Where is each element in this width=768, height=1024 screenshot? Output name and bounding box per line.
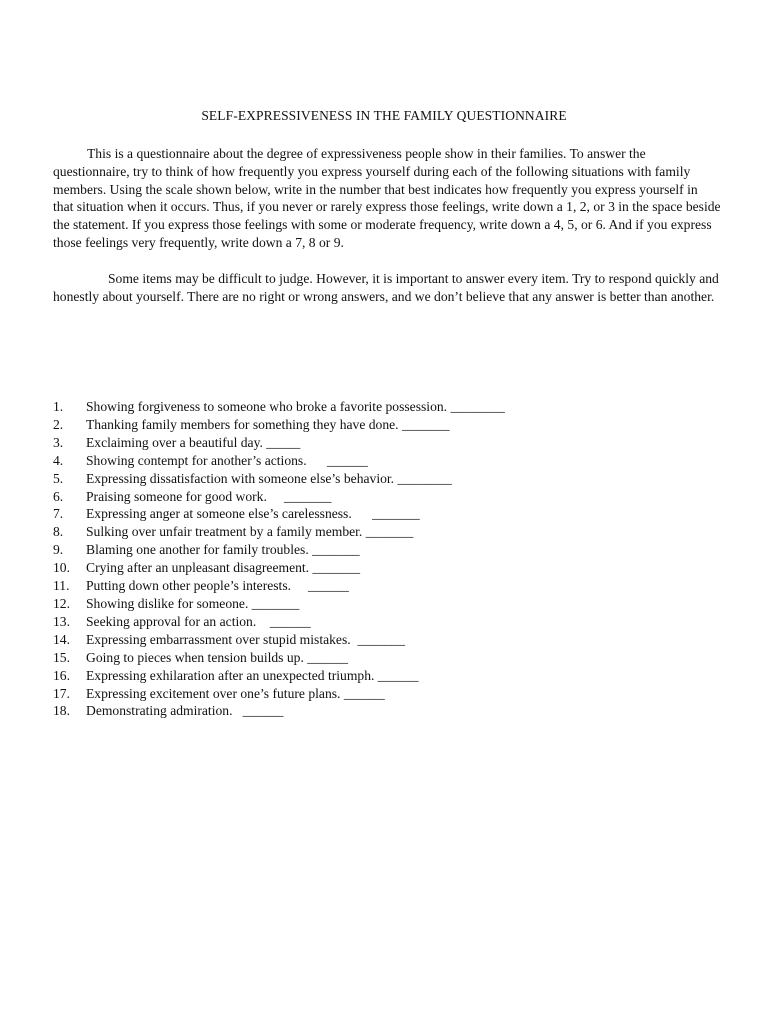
item-number: 7. <box>53 506 64 522</box>
item-number: 1. <box>53 399 64 414</box>
list-item <box>53 685 733 703</box>
item-number: 15. <box>53 649 70 665</box>
list-item <box>53 667 733 685</box>
item-number: 5. <box>53 470 64 486</box>
item-text: Expressing embarrassment over stupid mistakes. _______ <box>86 631 406 647</box>
item-text: Expressing dissatisfaction with someone else’s behavior. ________ <box>86 470 452 486</box>
item-text: Expressing exhilaration after an unexpected triumph. ______ <box>86 667 419 683</box>
item-number: 4. <box>53 452 64 468</box>
item-text: Praising someone for good work. _______ <box>86 488 332 504</box>
item-text: Putting down other people’s interests. ______ <box>86 578 349 594</box>
list-item <box>53 398 733 416</box>
item-text: Expressing anger at someone else’s carelessness. _______ <box>86 506 420 522</box>
item-text: Expressing excitement over one’s future plans. ______ <box>86 685 385 701</box>
list-item <box>53 523 733 541</box>
item-text: Going to pieces when tension builds up. ______ <box>86 649 349 665</box>
intro-paragraph: This is a questionnaire about the degree of expressiveness people show in their families. To answer the questionnaire, try to think of how frequently you express yourself during each of the following situations with family members. Using the scale shown below, write in the number that best indicates how frequently you express yourself in that situation when it occurs. Thus, if you never or rarely express those feelings, write down a 1, 2, or 3 in the space beside the statement. If you express those feelings with some or moderate frequency, write down a 4, 5, or 6. And if you express those feelings very frequently, write down a 7, 8 or 9. <box>53 146 721 250</box>
item-text: Thanking family members for something they have done. _______ <box>86 416 450 432</box>
item-number: 17. <box>53 685 70 701</box>
item-text: Sulking over unfair treatment by a family member. _______ <box>86 524 414 540</box>
item-number: 18. <box>53 703 70 719</box>
list-item <box>53 702 733 720</box>
list-item <box>53 631 733 649</box>
item-number: 10. <box>53 560 70 576</box>
item-text: Showing forgiveness to someone who broke a favorite possession. ________ <box>86 399 505 414</box>
item-text: Crying after an unpleasant disagreement. _______ <box>86 560 361 576</box>
list-item <box>53 416 733 434</box>
document-title: SELF-EXPRESSIVENESS IN THE FAMILY QUESTIONNAIRE <box>201 108 567 123</box>
item-number: 16. <box>53 667 70 683</box>
item-number: 13. <box>53 613 70 629</box>
item-number: 2. <box>53 416 64 432</box>
item-text: Showing dislike for someone. _______ <box>86 595 300 611</box>
item-number: 14. <box>53 631 70 647</box>
instructions-paragraph: Some items may be difficult to judge. However, it is important to answer every item. Try to respond quickly and honestly about yourself. There are no right or wrong answers, and we don’t believe that any answer is better than another. <box>53 271 719 304</box>
item-text: Blaming one another for family troubles. _______ <box>86 542 360 558</box>
list-item <box>53 577 733 595</box>
list-item <box>53 541 733 559</box>
item-number: 3. <box>53 434 64 450</box>
list-item <box>53 488 733 506</box>
item-number: 8. <box>53 524 64 540</box>
list-item <box>53 559 733 577</box>
item-text: Seeking approval for an action. ______ <box>86 613 311 629</box>
item-text: Demonstrating admiration. ______ <box>86 703 284 719</box>
item-text: Showing contempt for another’s actions. ______ <box>86 452 368 468</box>
item-number: 11. <box>53 578 70 594</box>
list-item <box>53 470 733 488</box>
item-number: 6. <box>53 488 64 504</box>
item-number: 9. <box>53 542 64 558</box>
list-item <box>53 649 733 667</box>
questionnaire-items <box>53 398 733 720</box>
item-text: Exclaiming over a beautiful day. _____ <box>86 434 301 450</box>
list-item <box>53 434 733 452</box>
list-item <box>53 613 733 631</box>
list-item <box>53 452 733 470</box>
item-number: 12. <box>53 595 70 611</box>
list-item <box>53 505 733 523</box>
list-item <box>53 595 733 613</box>
